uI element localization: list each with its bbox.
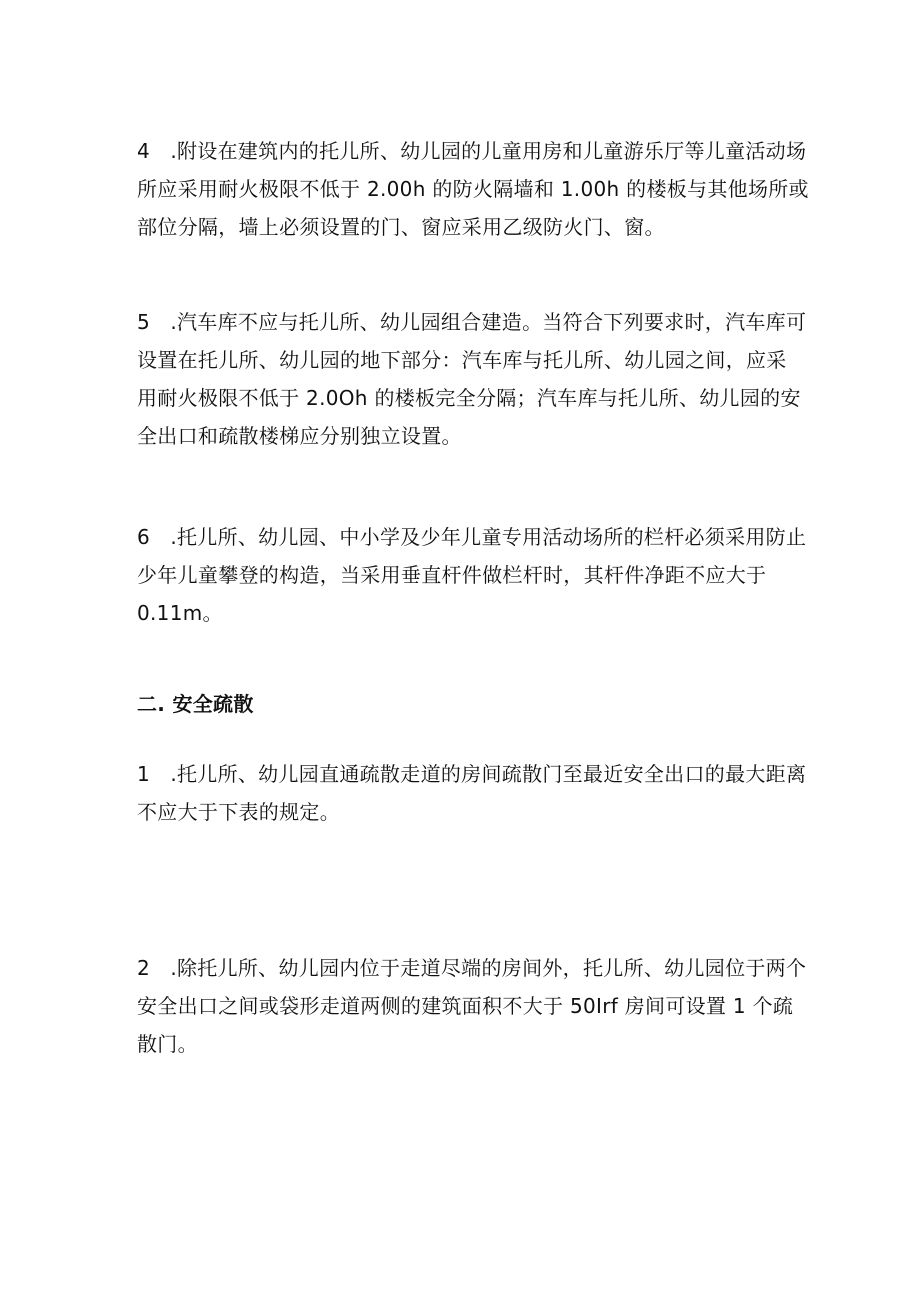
paragraph-evac-2	[137, 949, 807, 1063]
text-line: 不应大于下表的规定。	[137, 800, 340, 824]
text-line: 5 .汽车库不应与托儿所、幼儿园组合建造。当符合下列要求时，汽车库可	[137, 310, 807, 334]
text-line: 设置在托儿所、幼儿园的地下部分：汽车库与托儿所、幼儿园之间，应采	[137, 348, 787, 372]
text-line: 1 .托儿所、幼儿园直通疏散走道的房间疏散门至最近安全出口的最大距离	[137, 762, 807, 786]
paragraph-item-5	[137, 303, 807, 455]
text-line: 安全出口之间或袋形走道两侧的建筑面积不大于 50Irf 房间可设置 1 个疏	[137, 994, 794, 1018]
text-line: 全出口和疏散楼梯应分别独立设置。	[137, 424, 462, 448]
text-line: 散门。	[137, 1032, 198, 1056]
section-heading	[137, 685, 787, 723]
paragraph-item-6	[137, 518, 807, 632]
paragraph-item-4	[137, 132, 809, 246]
text-line: 6 .托儿所、幼儿园、中小学及少年儿童专用活动场所的栏杆必须采用防止	[137, 525, 807, 549]
text-line: 4 .附设在建筑内的托儿所、幼儿园的儿童用房和儿童游乐厅等儿童活动场	[137, 139, 807, 163]
text-line: 2 .除托儿所、幼儿园内位于走道尽端的房间外，托儿所、幼儿园位于两个	[137, 956, 807, 980]
text-line: 所应采用耐火极限不低于 2.00h 的防火隔墙和 1.00h 的楼板与其他场所或	[137, 177, 809, 201]
section-heading-text: 二. 安全疏散	[137, 692, 254, 716]
text-line: 用耐火极限不低于 2.0Oh 的楼板完全分隔；汽车库与托儿所、幼儿园的安	[137, 386, 801, 410]
text-line: 少年儿童攀登的构造，当采用垂直杆件做栏杆时，其杆件净距不应大于	[137, 563, 767, 587]
text-line: 0.11m。	[137, 601, 223, 625]
text-line: 部位分隔，墙上必须设置的门、窗应采用乙级防火门、窗。	[137, 215, 665, 239]
paragraph-evac-1	[137, 755, 807, 831]
